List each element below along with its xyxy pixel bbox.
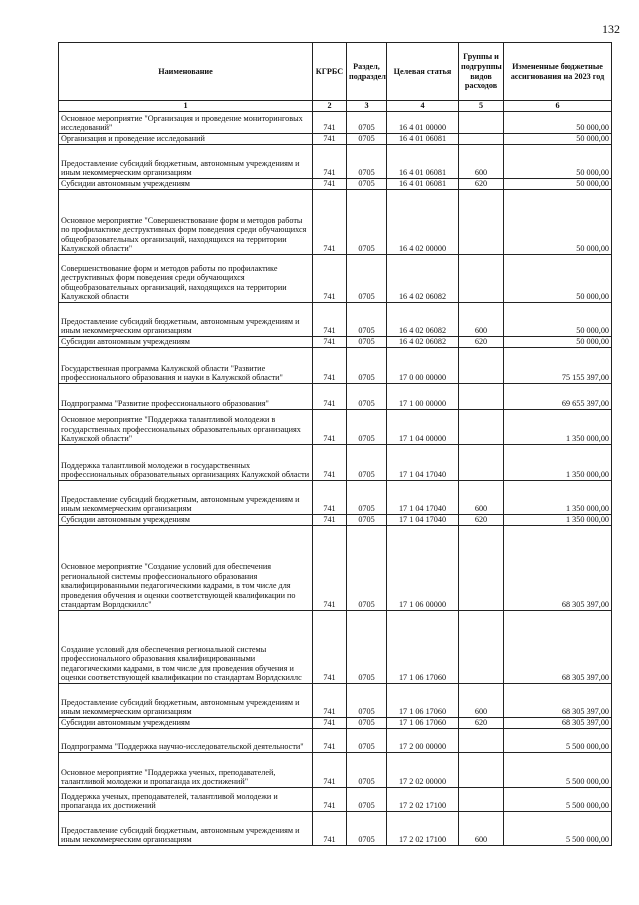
- row-section: 0705: [347, 611, 387, 684]
- table-row: [59, 753, 612, 788]
- table-row: [59, 611, 612, 684]
- row-name: Государственная программа Калужской области "Развитие профессионального образования и науки в Калужской области": [59, 348, 313, 384]
- row-group: 600: [459, 684, 504, 718]
- row-target: 17 2 00 00000: [387, 729, 459, 753]
- row-target: 16 4 01 06081: [387, 179, 459, 190]
- row-kgrbs: 741: [313, 134, 347, 145]
- table-row: [59, 134, 612, 145]
- row-section: 0705: [347, 337, 387, 348]
- row-amount: 5 500 000,00: [504, 788, 612, 812]
- row-section: 0705: [347, 812, 387, 846]
- row-kgrbs: 741: [313, 684, 347, 718]
- row-amount: 1 350 000,00: [504, 481, 612, 515]
- table-row: [59, 729, 612, 753]
- row-kgrbs: 741: [313, 145, 347, 179]
- row-kgrbs: 741: [313, 753, 347, 788]
- row-name: Предоставление субсидий бюджетным, автономным учреждениям и иным некоммерческим организациям: [59, 481, 313, 515]
- row-amount: 5 500 000,00: [504, 729, 612, 753]
- row-name: Субсидии автономным учреждениям: [59, 515, 313, 526]
- row-group: 620: [459, 179, 504, 190]
- table-row: [59, 190, 612, 255]
- table-row: [59, 348, 612, 384]
- row-section: 0705: [347, 515, 387, 526]
- row-section: 0705: [347, 255, 387, 303]
- row-name: Поддержка ученых, преподавателей, талантливой молодежи и пропаганда их достижений: [59, 788, 313, 812]
- row-section: 0705: [347, 348, 387, 384]
- budget-table: [58, 42, 612, 846]
- row-section: 0705: [347, 481, 387, 515]
- header-kgrbs: КГРБС: [313, 43, 347, 101]
- row-section: 0705: [347, 179, 387, 190]
- row-amount: 50 000,00: [504, 134, 612, 145]
- row-amount: 5 500 000,00: [504, 812, 612, 846]
- table-row: [59, 684, 612, 718]
- row-amount: 1 350 000,00: [504, 515, 612, 526]
- row-section: 0705: [347, 718, 387, 729]
- row-amount: 50 000,00: [504, 255, 612, 303]
- row-kgrbs: 741: [313, 445, 347, 481]
- table-row: [59, 145, 612, 179]
- row-amount: 68 305 397,00: [504, 718, 612, 729]
- row-kgrbs: 741: [313, 718, 347, 729]
- row-amount: 50 000,00: [504, 303, 612, 337]
- row-name: Совершенствование форм и методов работы по профилактике деструктивных форм поведения среди обучающихся общеобразовательных организаций, находящихся на территории Калужской области: [59, 255, 313, 303]
- row-section: 0705: [347, 145, 387, 179]
- row-target: 17 1 06 17060: [387, 718, 459, 729]
- row-kgrbs: 741: [313, 729, 347, 753]
- row-name: Предоставление субсидий бюджетным, автономным учреждениям и иным некоммерческим организациям: [59, 145, 313, 179]
- row-amount: 68 305 397,00: [504, 611, 612, 684]
- row-section: 0705: [347, 729, 387, 753]
- row-kgrbs: 741: [313, 179, 347, 190]
- row-section: 0705: [347, 303, 387, 337]
- row-amount: 68 305 397,00: [504, 684, 612, 718]
- row-group: [459, 348, 504, 384]
- row-target: 16 4 01 06081: [387, 145, 459, 179]
- row-group: 600: [459, 303, 504, 337]
- row-name: Основное мероприятие "Создание условий для обеспечения региональной системы профессионального образования квалифицированными педагогическими кадрами, в том числе для проведения обучения и оценки соответствующей квалификации по стандартам Ворлдскиллс": [59, 526, 313, 611]
- row-group: [459, 729, 504, 753]
- row-section: 0705: [347, 445, 387, 481]
- row-group: 620: [459, 337, 504, 348]
- row-name: Предоставление субсидий бюджетным, автономным учреждениям и иным некоммерческим организациям: [59, 303, 313, 337]
- row-target: 17 2 02 00000: [387, 753, 459, 788]
- row-group: [459, 112, 504, 134]
- row-group: 600: [459, 145, 504, 179]
- row-kgrbs: 741: [313, 384, 347, 410]
- row-name: Субсидии автономным учреждениям: [59, 718, 313, 729]
- column-number: 2: [313, 101, 347, 112]
- row-name: Субсидии автономным учреждениям: [59, 179, 313, 190]
- row-kgrbs: 741: [313, 303, 347, 337]
- table-row: [59, 526, 612, 611]
- row-name: Создание условий для обеспечения региональной системы профессионального образования квалифицированными педагогическими кадрами, в том числе для проведения обучения и оценки соответствующей квалификации по стандартам Ворлдскиллс: [59, 611, 313, 684]
- column-number: 6: [504, 101, 612, 112]
- row-kgrbs: 741: [313, 611, 347, 684]
- row-kgrbs: 741: [313, 337, 347, 348]
- column-number-row: [59, 101, 612, 112]
- row-group: [459, 410, 504, 445]
- row-target: 16 4 02 00000: [387, 190, 459, 255]
- table-row: [59, 384, 612, 410]
- row-amount: 50 000,00: [504, 190, 612, 255]
- row-amount: 68 305 397,00: [504, 526, 612, 611]
- row-target: 17 1 06 17060: [387, 684, 459, 718]
- table-row: [59, 337, 612, 348]
- header-name: Наименование: [59, 43, 313, 101]
- row-target: 16 4 01 00000: [387, 112, 459, 134]
- table-row: [59, 303, 612, 337]
- row-group: [459, 753, 504, 788]
- row-section: 0705: [347, 190, 387, 255]
- row-name: Субсидии автономным учреждениям: [59, 337, 313, 348]
- row-name: Основное мероприятие "Организация и проведение мониторинговых исследований": [59, 112, 313, 134]
- row-target: 17 0 00 00000: [387, 348, 459, 384]
- row-group: [459, 134, 504, 145]
- row-target: 17 1 04 17040: [387, 481, 459, 515]
- row-amount: 50 000,00: [504, 179, 612, 190]
- column-number: 3: [347, 101, 387, 112]
- row-section: 0705: [347, 788, 387, 812]
- row-section: 0705: [347, 112, 387, 134]
- row-amount: 50 000,00: [504, 112, 612, 134]
- table-row: [59, 112, 612, 134]
- row-amount: 50 000,00: [504, 337, 612, 348]
- header-groups: Группы и подгруппы видов расходов: [459, 43, 504, 101]
- row-section: 0705: [347, 684, 387, 718]
- row-target: 17 2 02 17100: [387, 812, 459, 846]
- row-amount: 1 350 000,00: [504, 445, 612, 481]
- row-kgrbs: 741: [313, 788, 347, 812]
- row-group: [459, 445, 504, 481]
- row-group: [459, 255, 504, 303]
- row-kgrbs: 741: [313, 112, 347, 134]
- row-group: [459, 788, 504, 812]
- row-kgrbs: 741: [313, 410, 347, 445]
- row-kgrbs: 741: [313, 348, 347, 384]
- row-kgrbs: 741: [313, 481, 347, 515]
- row-amount: 75 155 397,00: [504, 348, 612, 384]
- row-name: Предоставление субсидий бюджетным, автономным учреждениям и иным некоммерческим организациям: [59, 812, 313, 846]
- row-amount: 5 500 000,00: [504, 753, 612, 788]
- header-amount: Измененные бюджетные ассигнования на 2023 год: [504, 43, 612, 101]
- row-name: Подпрограмма "Развитие профессионального образования": [59, 384, 313, 410]
- table-row: [59, 788, 612, 812]
- table-row: [59, 481, 612, 515]
- header-target: Целевая статья: [387, 43, 459, 101]
- header-row: [59, 43, 612, 101]
- row-group: 620: [459, 515, 504, 526]
- table-row: [59, 255, 612, 303]
- row-kgrbs: 741: [313, 515, 347, 526]
- row-group: [459, 384, 504, 410]
- row-target: 17 1 04 17040: [387, 445, 459, 481]
- row-target: 16 4 02 06082: [387, 255, 459, 303]
- row-name: Организация и проведение исследований: [59, 134, 313, 145]
- column-number: 4: [387, 101, 459, 112]
- table-row: [59, 179, 612, 190]
- table-row: [59, 410, 612, 445]
- row-group: [459, 611, 504, 684]
- row-target: 17 2 02 17100: [387, 788, 459, 812]
- row-section: 0705: [347, 384, 387, 410]
- row-target: 16 4 02 06082: [387, 337, 459, 348]
- row-kgrbs: 741: [313, 526, 347, 611]
- row-amount: 69 655 397,00: [504, 384, 612, 410]
- table-row: [59, 718, 612, 729]
- row-section: 0705: [347, 753, 387, 788]
- row-target: 16 4 01 06081: [387, 134, 459, 145]
- row-group: [459, 190, 504, 255]
- row-kgrbs: 741: [313, 812, 347, 846]
- row-amount: 50 000,00: [504, 145, 612, 179]
- row-name: Поддержка талантливой молодежи в государственных профессиональных образовательных организациях Калужской области: [59, 445, 313, 481]
- row-kgrbs: 741: [313, 190, 347, 255]
- row-group: 620: [459, 718, 504, 729]
- table-row: [59, 445, 612, 481]
- row-target: 16 4 02 06082: [387, 303, 459, 337]
- row-target: 17 1 06 17060: [387, 611, 459, 684]
- row-kgrbs: 741: [313, 255, 347, 303]
- row-target: 17 1 06 00000: [387, 526, 459, 611]
- row-name: Подпрограмма "Поддержка научно-исследовательской деятельности": [59, 729, 313, 753]
- column-number: 5: [459, 101, 504, 112]
- header-section: Раздел, подраздел: [347, 43, 387, 101]
- row-name: Основное мероприятие "Поддержка ученых, преподавателей, талантливой молодежи и пропаганда их достижений": [59, 753, 313, 788]
- row-target: 17 1 04 00000: [387, 410, 459, 445]
- table-row: [59, 812, 612, 846]
- row-name: Основное мероприятие "Совершенствование форм и методов работы по профилактике деструктивных форм поведения среди обучающихся общеобразовательных организаций, находящихся на территории Калужской области": [59, 190, 313, 255]
- row-target: 17 1 04 17040: [387, 515, 459, 526]
- row-group: 600: [459, 481, 504, 515]
- row-group: [459, 526, 504, 611]
- row-amount: 1 350 000,00: [504, 410, 612, 445]
- row-name: Основное мероприятие "Поддержка талантливой молодежи в государственных профессиональных образовательных организациях Калужской области": [59, 410, 313, 445]
- row-section: 0705: [347, 410, 387, 445]
- row-name: Предоставление субсидий бюджетным, автономным учреждениям и иным некоммерческим организациям: [59, 684, 313, 718]
- row-section: 0705: [347, 134, 387, 145]
- row-section: 0705: [347, 526, 387, 611]
- table-row: [59, 515, 612, 526]
- column-number: 1: [59, 101, 313, 112]
- row-group: 600: [459, 812, 504, 846]
- page-number: 132: [602, 22, 620, 36]
- row-target: 17 1 00 00000: [387, 384, 459, 410]
